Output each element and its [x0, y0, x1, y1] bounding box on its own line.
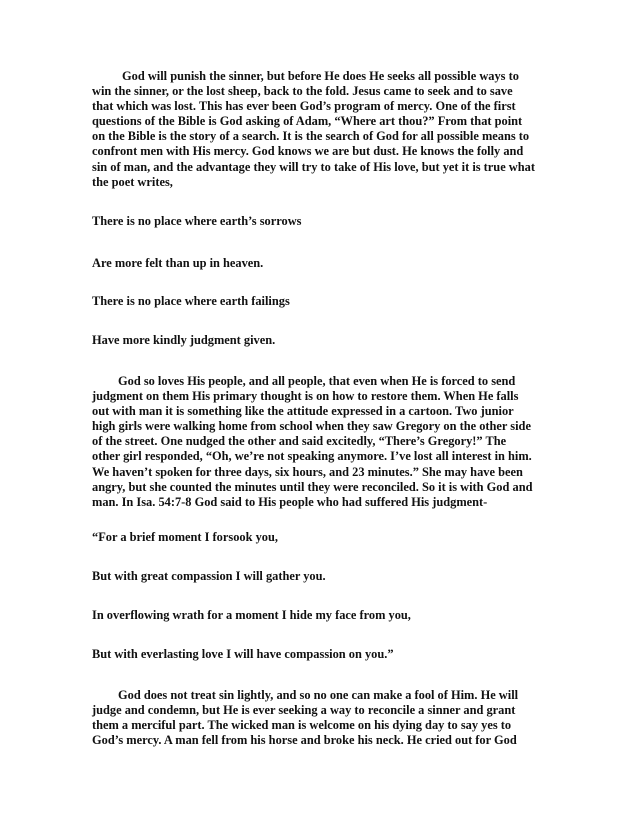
poem-line: There is no place where earth failings — [92, 294, 290, 308]
paragraph-line: judge and condemn, but He is ever seeking a way to reconcile a sinner and grant — [92, 703, 516, 718]
paragraph-line: out with man it is something like the attitude expressed in a cartoon. Two junior — [92, 404, 514, 419]
poem-line: There is no place where earth’s sorrows — [92, 214, 302, 228]
paragraph-line: We haven’t spoken for three days, six hours, and 23 minutes.” She may have been — [92, 464, 523, 479]
poem-line: In overflowing wrath for a moment I hide my face from you, — [92, 608, 411, 622]
paragraph-line: God’s mercy. A man fell from his horse and broke his neck. He cried out for God — [92, 733, 517, 748]
paragraph-line: man. In Isa. 54:7-8 God said to His people who had suffered His judgment- — [92, 494, 488, 509]
poem-line: Have more kindly judgment given. — [92, 333, 276, 347]
poem-line: But with everlasting love I will have compassion on you.” — [92, 647, 394, 661]
paragraph-3 — [92, 688, 562, 748]
paragraph-line: that which was lost. This has ever been God’s program of mercy. One of the first — [92, 99, 516, 114]
paragraph-line: confront men with His mercy. God knows we are but dust. He knows the folly and — [92, 144, 524, 159]
paragraph-line: of the street. One nudged the other and said excitedly, “There’s Gregory!” The — [92, 434, 507, 449]
paragraph-line: the poet writes, — [92, 174, 173, 189]
paragraph-line: angry, but she counted the minutes until they were reconciled. So it is with God and — [92, 479, 533, 494]
paragraph-line: God will punish the sinner, but before He does He seeks all possible ways to — [122, 69, 519, 83]
paragraph-line: questions of the Bible is God asking of Adam, “Where art thou?” From that point — [92, 114, 523, 129]
poem-line: Are more felt than up in heaven. — [92, 256, 264, 270]
paragraph-line: high girls were walking home from school when they saw Gregory on the other side — [92, 419, 531, 434]
paragraph-line: God so loves His people, and all people, that even when He is forced to send — [118, 374, 516, 388]
paragraph-line: on the Bible is the story of a search. It is the search of God for all possible means to — [92, 129, 530, 144]
paragraph-line: judgment on them His primary thought is on how to restore them. When He falls — [92, 389, 519, 404]
paragraph-line: win the sinner, or the lost sheep, back to the fold. Jesus came to seek and to save — [92, 84, 513, 99]
poem-line: But with great compassion I will gather you. — [92, 569, 326, 583]
paragraph-line: them a merciful part. The wicked man is welcome on his dying day to say yes to — [92, 718, 512, 733]
paragraph-line: sin of man, and the advantage they will try to take of His love, but yet it is true what — [92, 159, 535, 174]
paragraph-line: other girl responded, “Oh, we’re not speaking anymore. I’ve lost all interest in him. — [92, 449, 532, 464]
poem-line: “For a brief moment I forsook you, — [92, 530, 278, 544]
paragraph-1 — [92, 69, 562, 190]
paragraph-line: God does not treat sin lightly, and so no one can make a fool of Him. He will — [118, 688, 519, 702]
paragraph-2 — [92, 374, 562, 510]
